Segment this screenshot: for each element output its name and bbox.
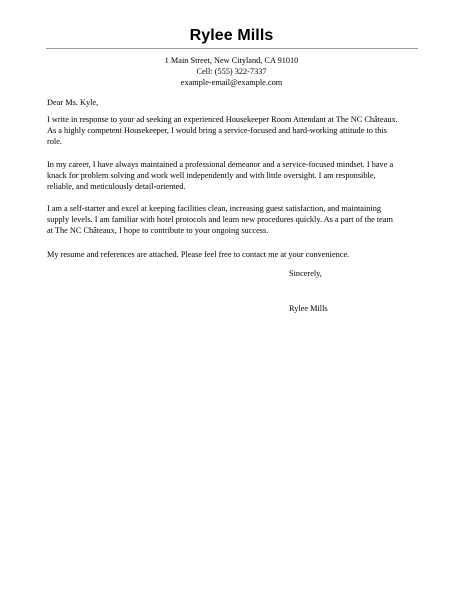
paragraph-line: reliable, and meticulously detail-oriented. <box>47 182 186 192</box>
paragraph-line: at The NC Châteaux, I hope to contribute to your ongoing success. <box>47 226 269 236</box>
paragraph-line: In my career, I have always maintained a professional demeanor and a service-focused mindset. I have a <box>47 160 394 169</box>
closing-valediction: Sincerely, <box>289 269 322 278</box>
paragraph-line: supply levels. I am familiar with hotel protocols and learn new procedures quickly. As a part of the team <box>47 215 393 225</box>
paragraph-introduction <box>47 114 419 148</box>
paragraph-line: I write in response to your ad seeking an experienced Housekeeper Room Attendant at The NC Châteaux. <box>47 115 398 124</box>
email-line: example-email@example.com <box>180 78 283 88</box>
signature-name: Rylee Mills <box>289 304 328 313</box>
applicant-name: Rylee Mills <box>189 27 274 44</box>
paragraph-line: role. <box>47 137 62 147</box>
paragraph-closing <box>47 249 419 260</box>
address-line: 1 Main Street, New Cityland, CA 91010 <box>164 56 299 65</box>
paragraph-line: knack for problem solving and work well independently and with little oversight. I am responsible, <box>47 171 376 181</box>
paragraph-career <box>47 159 419 193</box>
salutation-text: Dear Ms. Kyle, <box>47 98 99 107</box>
paragraph-skills <box>47 203 419 237</box>
salutation <box>47 97 419 108</box>
paragraph-line: My resume and references are attached. Please feel free to contact me at your convenience. <box>47 250 350 259</box>
phone-line: Cell: (555) 322-7337 <box>196 67 267 77</box>
paragraph-line: I am a self-starter and excel at keeping facilities clean, increasing guest satisfaction, and maintaining <box>47 204 382 213</box>
contact-block <box>0 55 463 89</box>
header-divider <box>46 48 418 49</box>
paragraph-line: As a highly competent Housekeeper, I would bring a service-focused and hard-working attitude to this <box>47 126 387 136</box>
